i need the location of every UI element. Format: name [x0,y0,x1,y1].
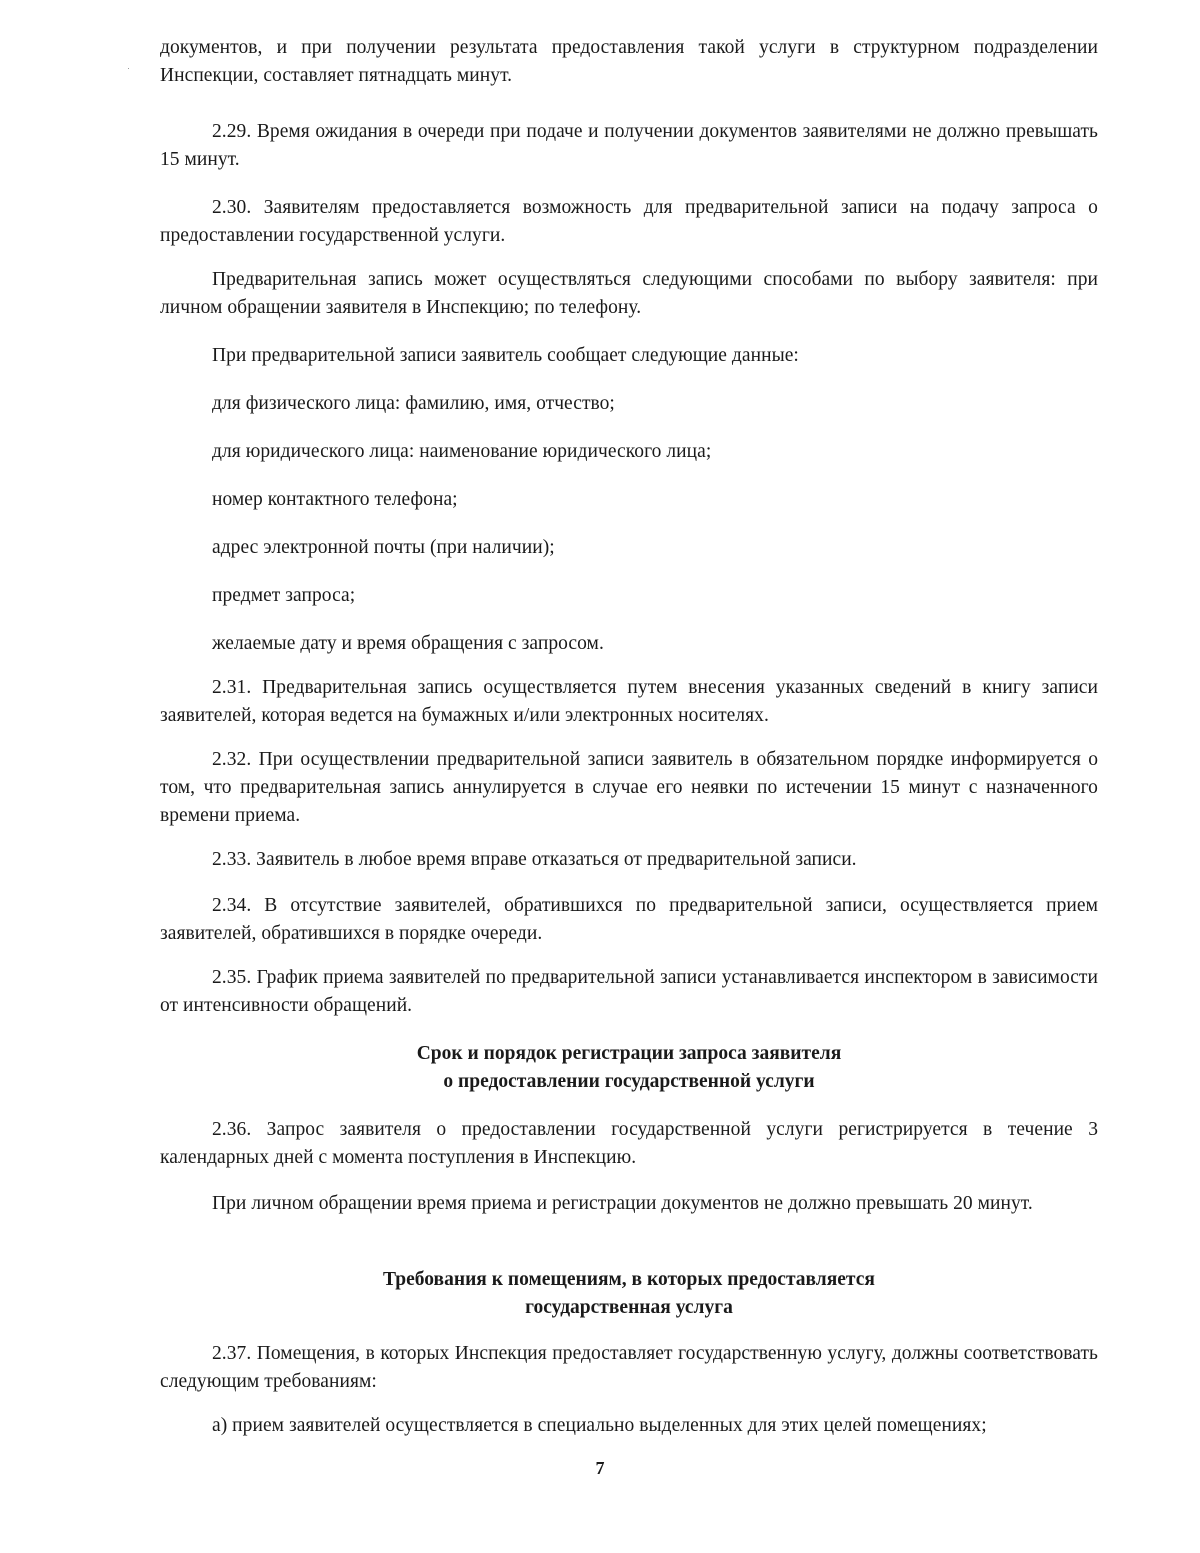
list-item-email: адрес электронной почты (при наличии); [212,537,555,558]
paragraph-2-32: 2.32. При осуществлении предварительной записи заявитель в обязательном порядке информируется о том, что предварительная запись аннулируется в случае его неявки по истечении 15 минут с назначенного времени приема. [160,749,1098,826]
list-item-date-time: желаемые дату и время обращения с запросом. [212,633,604,654]
paragraph-2-33: 2.33. Заявитель в любое время вправе отказаться от предварительной записи. [212,849,857,870]
paragraph-2-30: 2.30. Заявителям предоставляется возможность для предварительной записи на подачу запроса о предоставлении государственной услуги. [160,197,1098,246]
paragraph-2-36: 2.36. Запрос заявителя о предоставлении государственной услуги регистрируется в течение 3 календарных дней с момента поступления в Инспекцию. [160,1119,1098,1168]
heading-line: государственная услуга [525,1297,733,1318]
list-item-individual: для физического лица: фамилию, имя, отчество; [212,393,615,414]
section-heading-registration [160,1040,1098,1096]
paragraph-personal-visit: При личном обращении время приема и регистрации документов не должно превышать 20 минут. [212,1193,1033,1214]
paragraph-2-29: 2.29. Время ожидания в очереди при подаче и получении документов заявителями не должно превышать 15 минут. [160,121,1098,170]
paragraph-2-37: 2.37. Помещения, в которых Инспекция предоставляет государственную услугу, должны соответствовать следующим требованиям: [160,1343,1098,1392]
paragraph-2-35: 2.35. График приема заявителей по предварительной записи устанавливается инспектором в зависимости от интенсивности обращений. [160,967,1098,1016]
paragraph-2-31: 2.31. Предварительная запись осуществляется путем внесения указанных сведений в книгу записи заявителей, которая ведется на бумажных и/или электронных носителях. [160,677,1098,726]
list-item-subject: предмет запроса; [212,585,356,606]
scan-speck [128,68,129,69]
list-item-a: а) прием заявителей осуществляется в специально выделенных для этих целей помещениях; [212,1415,987,1436]
heading-line: о предоставлении государственной услуги [443,1071,815,1092]
paragraph-continuation: документов, и при получении результата предоставления такой услуги в структурном подразделении Инспекции, составляет пятнадцать минут. [160,37,1098,86]
heading-line: Требования к помещениям, в которых предоставляется [383,1269,875,1290]
list-item-legal-entity: для юридического лица: наименование юридического лица; [212,441,712,462]
paragraph-prerecord-data: При предварительной записи заявитель сообщает следующие данные: [212,345,799,366]
list-item-phone: номер контактного телефона; [212,489,458,510]
heading-line: Срок и порядок регистрации запроса заявителя [416,1043,842,1064]
page-number: 7 [595,1458,605,1478]
paragraph-2-34: 2.34. В отсутствие заявителей, обратившихся по предварительной записи, осуществляется прием заявителей, обратившихся в порядке очереди. [160,895,1098,944]
paragraph-prerecord-methods: Предварительная запись может осуществляться следующими способами по выбору заявителя: при личном обращении заявителя в Инспекцию; по телефону. [160,269,1098,318]
section-heading-premises [160,1266,1098,1322]
